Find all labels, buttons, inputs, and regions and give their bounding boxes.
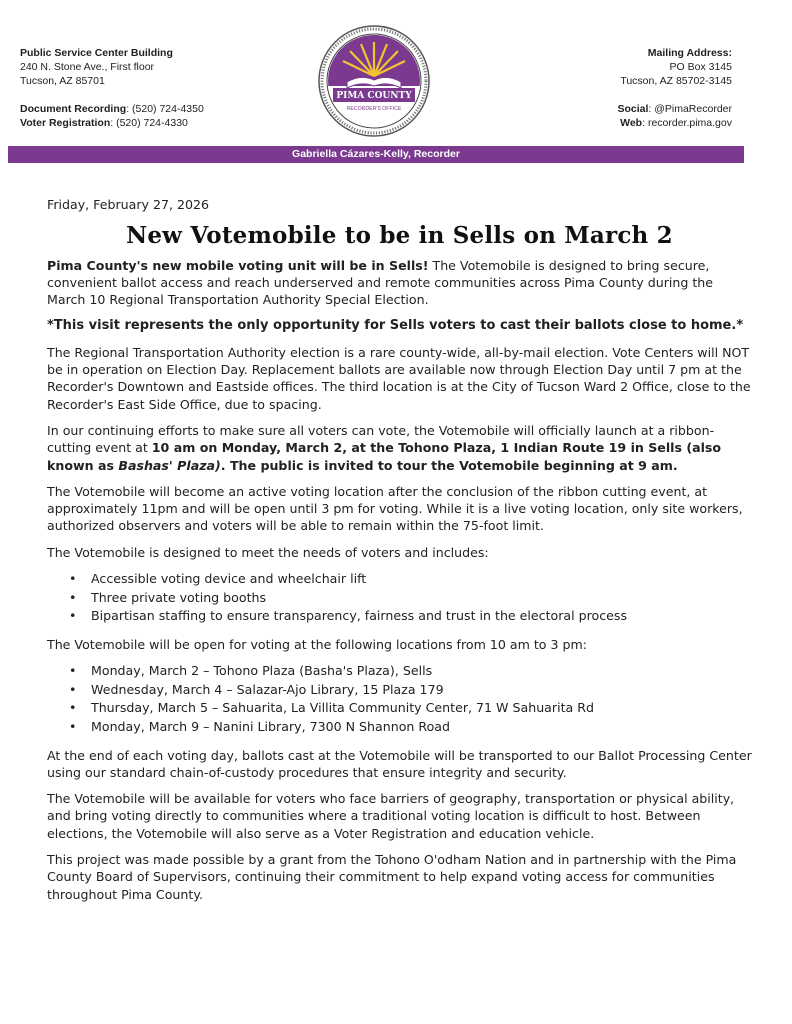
intro-lead: Pima County's new mobile voting unit will be in Sells!	[47, 257, 429, 273]
header-contact-left	[20, 46, 204, 130]
locations-list	[47, 662, 752, 736]
pima-county-recorder-seal-logo	[317, 24, 431, 138]
voter-registration-line	[20, 116, 204, 130]
web-line	[617, 116, 732, 130]
sells-callout: *This visit represents the only opportunity for Sells voters to cast their ballots close to home.*	[47, 318, 744, 334]
social-line	[617, 102, 732, 116]
address-line1: 240 N. Stone Ave., First floor	[20, 61, 155, 73]
list-item: • Three private voting booths	[91, 589, 752, 608]
list-item: • Wednesday, March 4 – Salazar-Ajo Library, 15 Plaza 179	[91, 681, 752, 700]
locations-intro: The Votemobile will be open for voting at the following locations from 10 am to 3 pm:	[47, 636, 588, 652]
seal-title: PIMA COUNTY	[336, 91, 412, 101]
active-location-paragraph: The Votemobile will become an active voting location after the conclusion of the ribbon cutting event, at approximately 11pm and will be open until 3 pm for voting. While it is a live voting location, only site workers, authorized observers and voters will be able to remain within the 75-foot limit.	[47, 483, 743, 534]
intro-rest: The Votemobile is designed to bring secure, convenient ballot access and reach underserved and remote communities across Pima County during the March 10 Regional Transportation Authority Special Election.	[47, 257, 714, 308]
list-item: • Thursday, March 5 – Sahuarita, La Villita Community Center, 71 W Sahuarita Rd	[91, 699, 752, 718]
features-list	[47, 570, 752, 626]
recording-phone: : (520) 724-4350	[126, 103, 204, 115]
recorder-name-band: Gabriella Cázares-Kelly, Recorder	[8, 146, 744, 163]
release-date: Friday, February 27, 2026	[47, 197, 210, 212]
list-item: • Accessible voting device and wheelchair lift	[91, 570, 752, 589]
grant-paragraph: This project was made possible by a grant from the Tohono O'odham Nation and in partnership with the Pima County Board of Supervisors, continuing their commitment to help expand voting access for communities throughout Pima County.	[47, 851, 737, 902]
social-value: : @PimaRecorder	[648, 103, 732, 115]
web-value: : recorder.pima.gov	[642, 117, 732, 129]
press-release-body	[47, 196, 752, 912]
po-box: PO Box 3145	[669, 61, 732, 73]
launch-text-b: 10 am on Monday, March 2, at the Tohono Plaza, 1 Indian Route 19 in Sells (also known as	[47, 440, 722, 473]
registration-phone: : (520) 724-4330	[110, 117, 188, 129]
header-contact-right	[617, 46, 732, 130]
list-item: • Bipartisan staffing to ensure transparency, fairness and trust in the electoral process	[91, 607, 752, 626]
list-item: • Monday, March 9 – Nanini Library, 7300 N Shannon Road	[91, 718, 752, 737]
launch-text-c: Bashas' Plaza)	[118, 457, 221, 473]
ballot-transport-paragraph: At the end of each voting day, ballots cast at the Votemobile will be transported to our Ballot Processing Center using our standard chain-of-custody procedures that ensure integrity and security.	[47, 747, 752, 780]
election-paragraph: The Regional Transportation Authority election is a rare county-wide, all-by-mail election. Vote Centers will NOT be in operation on Election Day. Replacement ballots are available now through Election Day until 7 pm at the Recorder's Downtown and Eastside offices. The third location is at the City of Tucson Ward 2 Office, close to the Recorder's East Side Office, due to spacing.	[47, 344, 751, 412]
seal-subtitle: RECORDER'S OFFICE	[346, 106, 402, 112]
features-intro: The Votemobile is designed to meet the needs of voters and includes:	[47, 544, 489, 560]
building-title: Public Service Center Building	[20, 47, 173, 59]
launch-text-d: . The public is invited to tour the Votemobile beginning at 9 am.	[220, 457, 678, 473]
document-recording-line	[20, 102, 204, 116]
list-item: • Monday, March 2 – Tohono Plaza (Basha's Plaza), Sells	[91, 662, 752, 681]
mailing-city: Tucson, AZ 85702-3145	[620, 75, 732, 87]
launch-text-a: In our continuing efforts to make sure all voters can vote, the Votemobile will officially launch at a ribbon-cutting event at	[47, 422, 715, 456]
intro-paragraph	[47, 257, 752, 309]
social-label: Social	[617, 103, 649, 115]
address-line2: Tucson, AZ 85701	[20, 75, 105, 87]
registration-label: Voter Registration	[20, 117, 111, 129]
barriers-paragraph: The Votemobile will be available for voters who face barriers of geography, transportation or physical ability, and bring voting directly to communities where a traditional voting location is difficult to host. Between elections, the Votemobile will also serve as a Voter Registration and education vehicle.	[47, 791, 735, 841]
launch-paragraph	[47, 422, 752, 474]
recording-label: Document Recording	[20, 103, 127, 115]
page-title: New Votemobile to be in Sells on March 2	[126, 222, 673, 250]
web-label: Web	[620, 117, 643, 129]
mailing-title: Mailing Address:	[647, 47, 732, 59]
